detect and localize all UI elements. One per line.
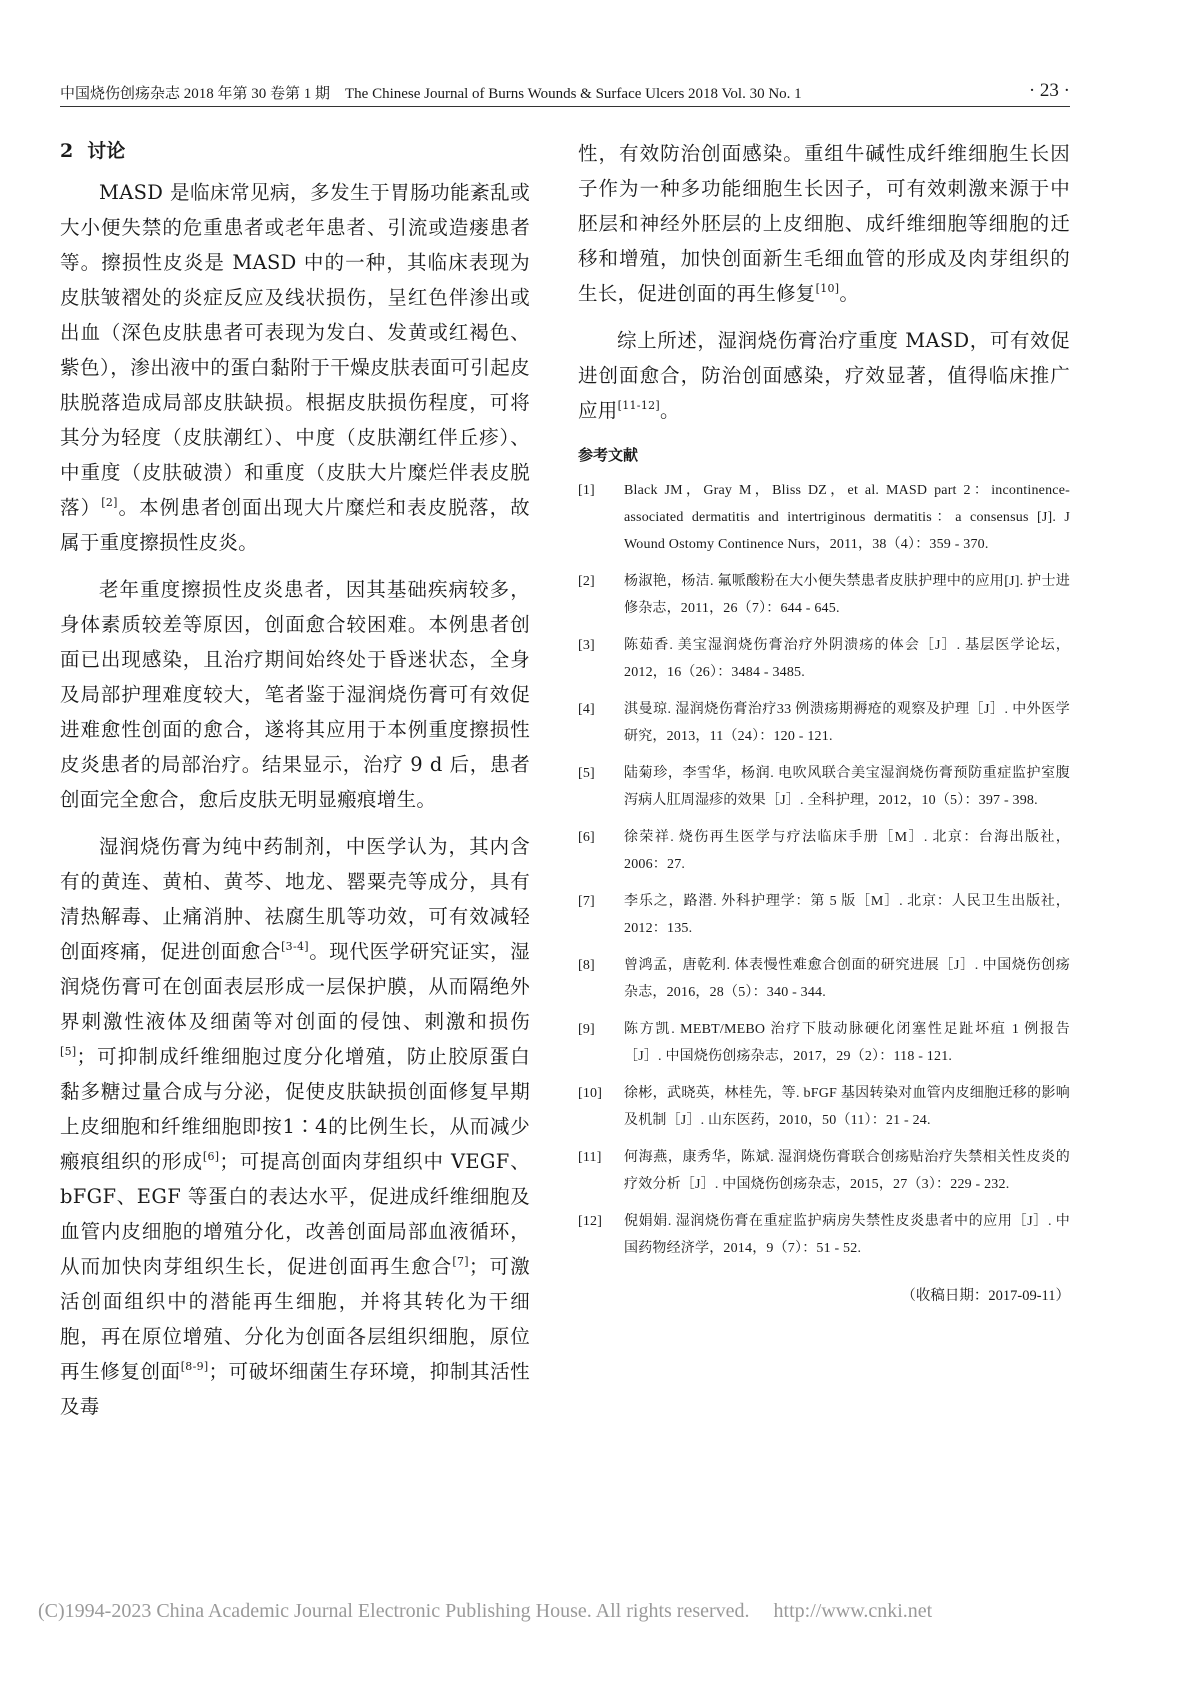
journal-title: 中国烧伤创疡杂志 2018 年第 30 卷第 1 期 The Chinese Journal of Burns Wounds & Surface Ulcers 2018 Vol. 30 No. 1 [60,86,802,102]
reference-item [578,824,1070,878]
paragraph-text: MASD 是临床常见病，多发生于胃肠功能紊乱或大小便失禁的危重患者或老年患者、引流或造瘘患者等。擦损性皮炎是 MASD 中的一种，其临床表现为皮肤皱褶处的炎症反应及线状损伤，呈红色伴渗出或出血（深色皮肤患者可表现为发白、发黄或红褐色、紫色），渗出液中的蛋白黏附于干燥皮肤表面可引起皮肤脱落造成局部皮肤缺损。根据皮肤损伤程度，可将其分为轻度（皮肤潮红）、中度（皮肤潮红伴丘疹）、中重度（皮肤破溃）和重度（皮肤大片糜烂伴表皮脱落） [60,181,530,519]
paragraph-text: ；可激活创面组织中的潜能再生细胞，并将其转化为干细胞，再在原位增殖、分化为创面各层组织细胞，原位再生修复创面 [60,1255,530,1383]
paragraph [60,572,530,817]
reference-text: 倪娟娟. 湿润烧伤膏在重症监护病房失禁性皮炎患者中的应用［J］. 中国药物经济学，2014，9（7）：51 - 52. [624,1214,1070,1256]
reference-item [578,568,1070,622]
citation: [11-12] [617,399,661,412]
reference-number: [5] [578,766,595,781]
paragraph-text: 。 [839,282,860,305]
paragraph-text: 。现代医学研究证实，湿润烧伤膏可在创面表层形成一层保护膜，从而隔绝外界刺激性液体及细菌等对创面的侵蚀、刺激和损伤 [60,940,530,1033]
reference-text: 曾鸿孟，唐乾利. 体表慢性难愈合创面的研究进展［J］. 中国烧伤创疡杂志，2016，28（5）：340 - 344. [624,958,1070,1000]
citation: [10] [815,282,840,295]
paragraph-text: 性，有效防治创面感染。重组牛碱性成纤维细胞生长因子作为一种多功能细胞生长因子，可有效刺激来源于中胚层和神经外胚层的上皮细胞、成纤维细胞等细胞的迁移和增殖，加快创面新生毛细血管的形成及肉芽组织的生长，促进创面的再生修复 [578,142,1070,305]
reference-number: [3] [578,638,595,653]
citation: [3-4] [281,940,309,953]
section-title: 讨论 [87,140,126,162]
reference-item [578,952,1070,1006]
citation: [2] [101,496,118,509]
section-heading [60,136,530,167]
reference-item [578,1144,1070,1198]
paragraph-text: ；可提高创面肉芽组织中 VEGF、bFGF、EGF 等蛋白的表达水平，促进成纤维细胞及血管内皮细胞的增殖分化，改善创面局部血液循环，从而加快肉芽组织生长，促进创面再生愈合 [60,1150,530,1278]
paragraph-text: 综上所述，湿润烧伤膏治疗重度 MASD，可有效促进创面愈合，防治创面感染，疗效显著，值得临床推广应用 [578,329,1070,422]
citation: [5] [60,1045,77,1058]
paragraph-text: 湿润烧伤膏为纯中药制剂，中医学认为，其内含有的黄连、黄柏、黄芩、地龙、罂粟壳等成分，具有清热解毒、止痛消肿、祛腐生肌等功效，可有效减轻创面疼痛，促进创面愈合 [60,835,530,963]
reference-item [578,632,1070,686]
paragraph-text: 。本例患者创面出现大片糜烂和表皮脱落，故属于重度擦损性皮炎。 [60,496,530,554]
citation: [6] [202,1150,220,1163]
paragraph [60,829,530,1424]
reference-text: Black JM，Gray M，Bliss DZ，et al. MASD part 2：incontinence-associated dermatitis and intertriginous dermatitis：a consensus [J]. J Wound Ostomy Continence Nurs，2011，38（4）：359 - 370. [624,483,1070,552]
reference-number: [6] [578,830,595,845]
reference-number: [12] [578,1214,603,1229]
paragraph-text: 。 [660,399,680,422]
reference-text: 陆菊珍，李雪华，杨润. 电吹风联合美宝湿润烧伤膏预防重症监护室腹泻病人肛周湿疹的效果［J］. 全科护理，2012，10（5）：397 - 398. [624,766,1070,808]
page-number: · 23 · [1028,80,1070,101]
reference-number: [10] [578,1086,603,1101]
reference-number: [4] [578,702,595,717]
reference-item [578,1080,1070,1134]
reference-text: 何海燕，康秀华，陈斌. 湿润烧伤膏联合创疡贴治疗失禁相关性皮炎的疗效分析［J］. 中国烧伤创疡杂志，2015，27（3）：229 - 232. [624,1150,1070,1192]
reference-text: 陈方凯. MEBT/MEBO 治疗下肢动脉硬化闭塞性足趾坏疽 1 例报告［J］. 中国烧伤创疡杂志，2017，29（2）：118 - 121. [624,1022,1070,1064]
citation: [8-9] [180,1360,209,1373]
right-column [578,136,1070,1305]
reference-item [578,477,1070,558]
references-heading: 参考文献 [578,446,639,464]
paragraph-text: 老年重度擦损性皮炎患者，因其基础疾病较多，身体素质较差等原因，创面愈合较困难。本例患者创面已出现感染，且治疗期间始终处于昏迷状态，全身及局部护理难度较大，笔者鉴于湿润烧伤膏可有效促进难愈性创面的愈合，遂将其应用于本例重度擦损性皮炎患者的局部治疗。结果显示，治疗 9 d 后，患者创面完全愈合，愈后皮肤无明显瘢痕增生。 [60,578,530,811]
reference-text: 徐彬，武晓英，林桂先，等. bFGF 基因转染对血管内皮细胞迁移的影响及机制［J］. 山东医药，2010，50（11）：21 - 24. [624,1086,1070,1128]
paragraph-continued [578,136,1070,311]
paragraph-text: ；可抑制成纤维细胞过度分化增殖，防止胶原蛋白黏多糖过量合成与分泌，促使皮肤缺损创面修复早期上皮细胞和纤维细胞即按1∶4的比例生长，从而减少瘢痕组织的形成 [60,1045,530,1173]
reference-text: 陈茹香. 美宝湿润烧伤膏治疗外阴溃疡的体会［J］. 基层医学论坛，2012，16（26）：3484 - 3485. [624,638,1070,680]
citation: [7] [452,1255,469,1268]
reference-number: [8] [578,958,595,973]
footer-link[interactable]: http://www.cnki.net [773,1600,933,1622]
paragraph [60,175,530,560]
conclusion-paragraph [578,323,1070,428]
reference-number: [2] [578,574,595,589]
reference-item [578,760,1070,814]
reference-number: [7] [578,894,595,909]
paragraph-text: ；可破坏细菌生存环境，抑制其活性及毒 [60,1360,530,1418]
reference-list [578,477,1070,1262]
received-date: （收稿日期：2017-09-11） [901,1288,1070,1304]
reference-number: [1] [578,483,595,498]
reference-text: 淇曼琼. 湿润烧伤膏治疗33 例溃疡期褥疮的观察及护理［J］. 中外医学研究，2013，11（24）：120 - 121. [624,702,1070,744]
reference-number: [9] [578,1022,595,1037]
reference-number: [11] [578,1150,602,1165]
reference-item [578,1208,1070,1262]
running-header [60,80,1070,107]
section-number: 2 [60,140,74,162]
copyright-text: (C)1994-2023 China Academic Journal Electronic Publishing House. All rights reserved. [38,1600,750,1622]
reference-text: 李乐之，路潜. 外科护理学：第 5 版［M］. 北京：人民卫生出版社，2012：135. [624,894,1070,936]
reference-text: 徐荣祥. 烧伤再生医学与疗法临床手册［M］. 北京：台海出版社，2006：27. [624,830,1070,872]
reference-item [578,888,1070,942]
reference-text: 杨淑艳，杨洁. 氟哌酸粉在大小便失禁患者皮肤护理中的应用[J]. 护士进修杂志，2011，26（7）：644 - 645. [624,574,1070,616]
reference-item [578,1016,1070,1070]
left-column [60,136,530,1424]
reference-item [578,696,1070,750]
copyright-footer [38,1600,1158,1623]
